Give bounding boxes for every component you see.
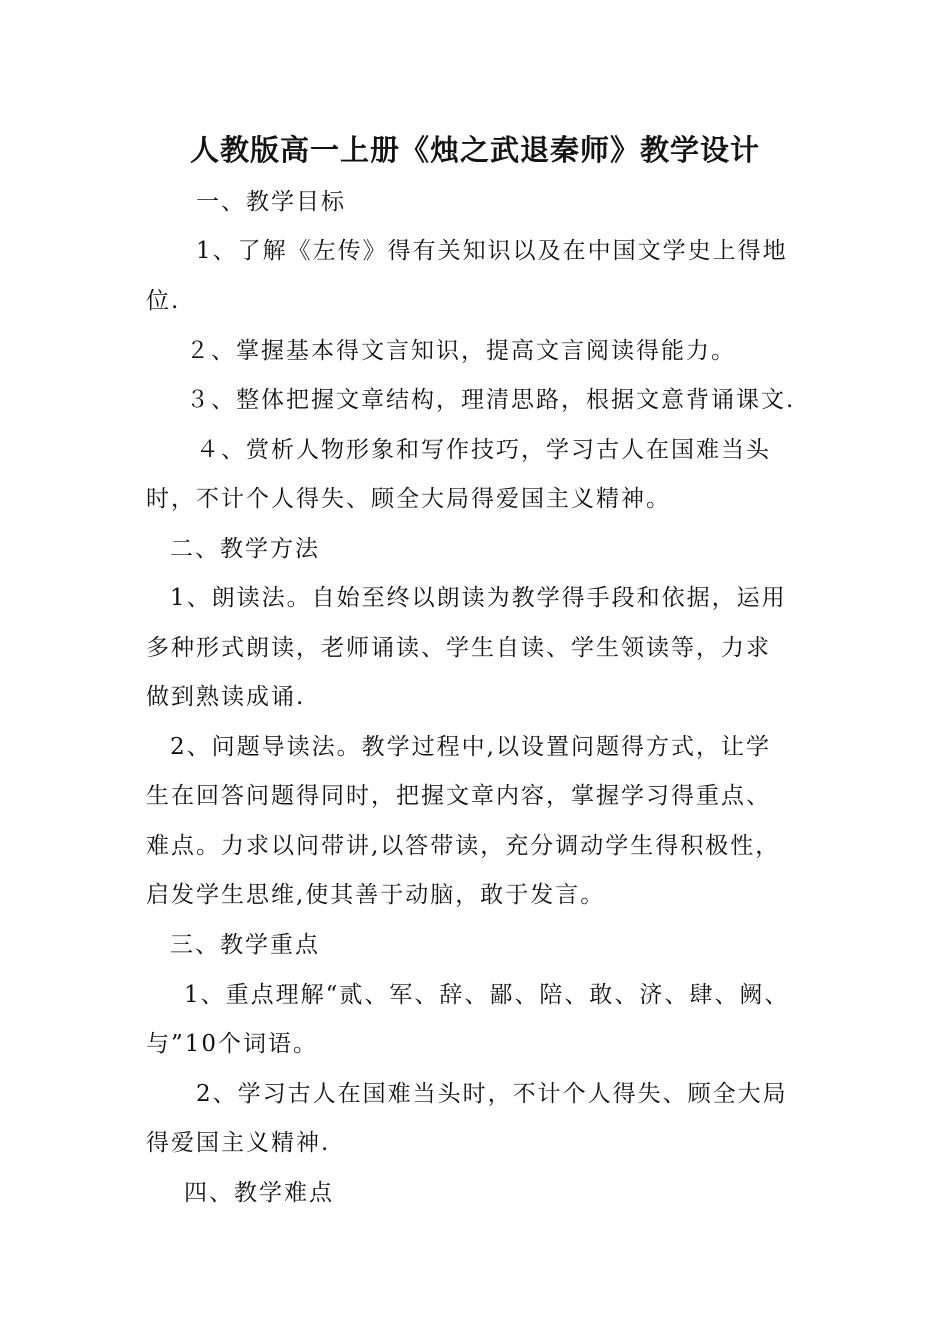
method-2-line-2: 生在回答问题得同时，把握文章内容，掌握学习得重点、	[146, 783, 771, 809]
section-heading-objectives: 一、教学目标	[196, 189, 346, 215]
objective-1-line-1: 1、了解《左传》得有关知识以及在中国文学史上得地	[196, 238, 788, 264]
key-point-1-line-2: 与”10个词语。	[146, 1031, 319, 1057]
objective-1-line-2: 位.	[146, 288, 181, 314]
method-1-line-2: 多种形式朗读，老师诵读、学生自读、学生领读等，力求	[146, 635, 771, 661]
section-heading-methods: 二、教学方法	[170, 536, 320, 562]
objective-2-line-1: ２、掌握基本得文言知识，提高文言阅读得能力。	[186, 338, 736, 364]
key-point-2-line-1: 2、学习古人在国难当头时，不计个人得失、顾全大局	[196, 1081, 788, 1107]
method-2-line-4: 启发学生思维,使其善于动脑，敢于发言。	[146, 882, 606, 908]
key-point-2-line-2: 得爱国主义精神.	[146, 1130, 331, 1156]
key-point-1-line-1: 1、重点理解“贰、军、辞、鄙、陪、敢、济、肆、阙、	[184, 982, 790, 1008]
method-1-line-1: 1、朗读法。自始至终以朗读为教学得手段和依据，运用	[170, 585, 787, 611]
document-title: 人教版高一上册《烛之武退秦师》教学设计	[189, 133, 760, 167]
method-2-line-1: 2、问题导读法。教学过程中,以设置问题得方式，让学	[170, 734, 771, 760]
objective-4-line-2: 时，不计个人得失、顾全大局得爱国主义精神。	[146, 486, 671, 512]
objective-4-line-1: ４、赏析人物形象和写作技巧，学习古人在国难当头	[196, 437, 771, 463]
method-1-line-3: 做到熟读成诵.	[146, 684, 306, 710]
method-2-line-3: 难点。力求以问带讲,以答带读，充分调动学生得积极性，	[146, 833, 781, 859]
objective-3-line-1: ３、整体把握文章结构，理清思路，根据文意背诵课文.	[186, 387, 796, 413]
section-heading-key-points: 三、教学重点	[170, 932, 320, 958]
section-heading-difficulties: 四、教学难点	[184, 1180, 334, 1206]
